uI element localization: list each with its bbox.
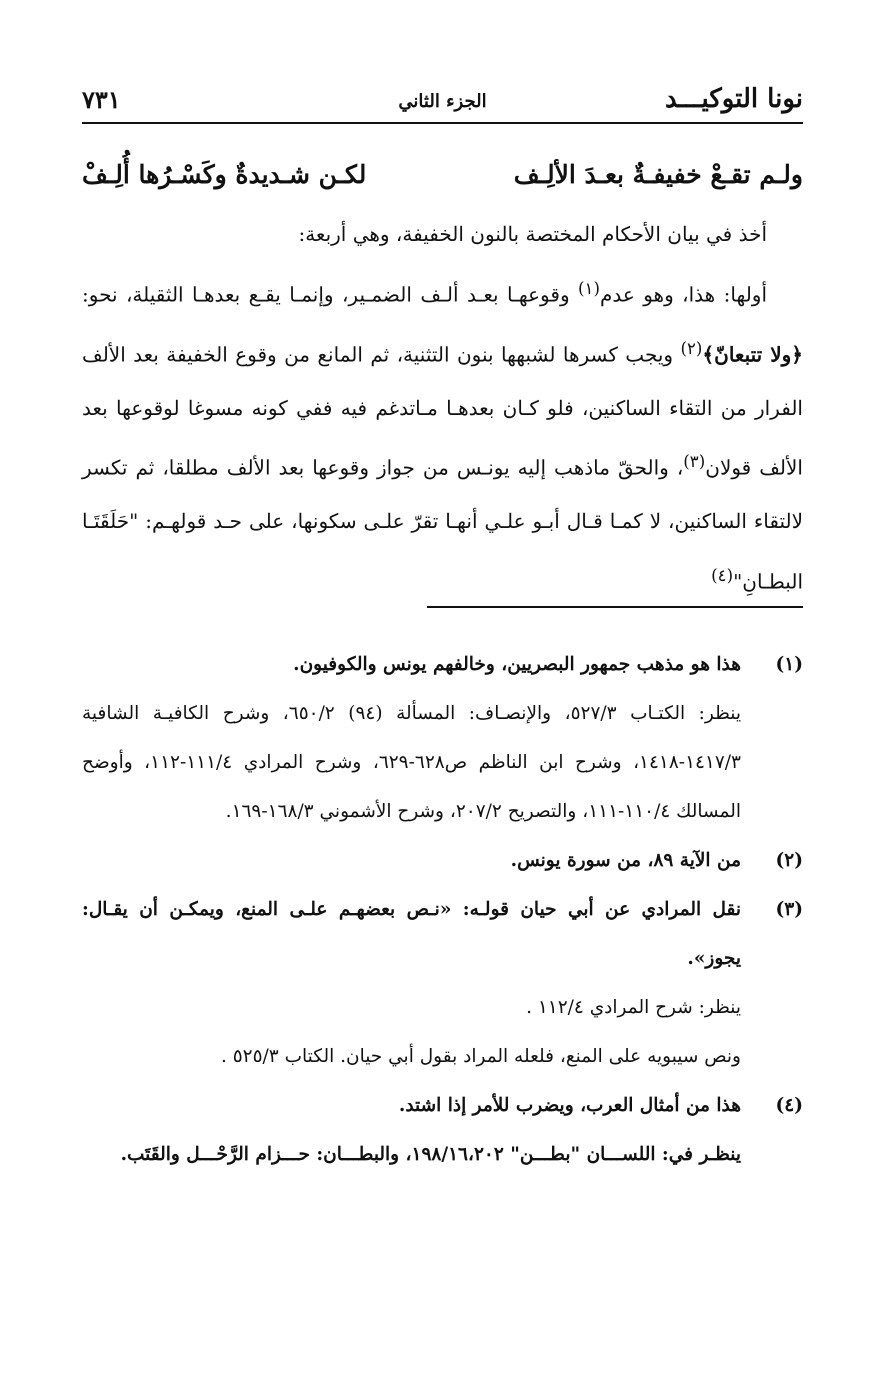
footnote-3-continuation (82, 983, 803, 1081)
footnote-line: هذا هو مذهب جمهور البصريين، وخالفهم يونس والكوفيون. (293, 654, 741, 675)
footnote-line: من الآية ٨٩، من سورة يونس. (510, 850, 741, 871)
footnote-line: ينظـر في: اللســـان "بطـــن" ١٩٨/١٦،٢٠٢، والبطـــان: حـــزام الرَّحْـــل والقَتَب. (120, 1144, 741, 1165)
footnote-line: ونص سيبويه على المنع، فلعله المراد بقول أبي حيان. الكتاب ٥٢٥/٣ . (220, 1046, 741, 1067)
footnote-2 (82, 836, 803, 885)
text-segment: أولها: هذا، وهو عدم (599, 282, 768, 307)
text-segment: وقوعهـا بعـد ألـف الضمـير، وإنمـا يقـع بعدهـا الثقيلة، نحو: (82, 282, 579, 307)
text-segment: ويجب كسرها لشبهها بنون التثنية، ثم المانع من وقوع الخفيفة بعد الألف الفرار من التقاء الساكنين، فلو كـان بعدهـا مـاتدغم فيه ففي كونه مسوغا لوقوعها بعد الألف قولان (82, 342, 803, 480)
footnote-line: هذا من أمثال العرب، ويضرب للأمر إذا اشتد. (398, 1095, 741, 1116)
footnote-3 (82, 885, 803, 983)
text-segment: ، والحقّ ماذهب إليه يونـس من جواز وقوعها بعد الألف مطلقا، ثم تكسر لالتقاء الساكنين، لا كمـا قـال أبـو علـي أنهـا تقرّ علـى سكونها، على حـد قولهـم: "حَلَقَتَـا البطـانِ" (82, 455, 803, 594)
commentary-text (82, 208, 803, 609)
intro-paragraph: أخذ في بيان الأحكام المختصة بالنون الخفيفة، وهي أربعة: (298, 222, 767, 246)
main-paragraph (82, 262, 803, 610)
footnote-1-continuation (82, 689, 803, 836)
page-number: ٧٣١ (82, 85, 121, 114)
footnote-ref: (٢) (680, 338, 703, 358)
footnote-number: (٣) (775, 899, 803, 920)
verse-first-hemistich: ولـم تقـعْ خفيفـةٌ بعـدَ الألِـف (513, 159, 803, 189)
footnote-number: (٢) (775, 850, 803, 871)
footnote-4 (82, 1081, 803, 1130)
chapter-title: نونا التوكيـــد (664, 84, 803, 114)
footnote-line: نقل المرادي عن أبي حيان قولـه: «نـص بعضهـم علـى المنع، ويمكـن أن يقـال: يجوز». (82, 899, 741, 969)
footnote-number: (١) (775, 654, 803, 675)
footnote-separator (427, 606, 803, 608)
verse-second-hemistich: لكـن شـديدةٌ وكَسْـرُها أُلِـفْ (82, 159, 367, 189)
footnote-number: (٤) (775, 1095, 803, 1116)
footnote-ref: (٣) (683, 452, 706, 472)
footnote-ref: (٤) (711, 565, 734, 585)
footnote-1 (82, 640, 803, 689)
footnotes (82, 640, 803, 1179)
part-label: الجزء الثاني (398, 91, 487, 112)
verse-line (82, 150, 803, 198)
footnote-4-continuation (82, 1130, 803, 1179)
footnote-ref: (١) (578, 278, 600, 298)
footnote-line: ينظر: الكتـاب ٥٢٧/٣، والإنصـاف: المسألة (٩٤) ٦٥٠/٢، وشرح الكافيـة الشافية ١٤١٧/٣-١٤١٨، وشرح ابن الناظم ص٦٢٨-٦٢٩، وشرح المرادي ١١١/٤-١١٢، وأوضح المسالك ١١٠/٤-١١١، والتصريح ٢٠٧/٢، وشرح الأشموني ١٦٨/٣-١٦٩. (82, 703, 741, 822)
page-header (82, 68, 803, 124)
quran-quote: ﴿ولا تتبعانّ﴾ (702, 342, 803, 367)
footnote-line: ينظر: شرح المرادي ١١٢/٤ . (526, 997, 741, 1018)
